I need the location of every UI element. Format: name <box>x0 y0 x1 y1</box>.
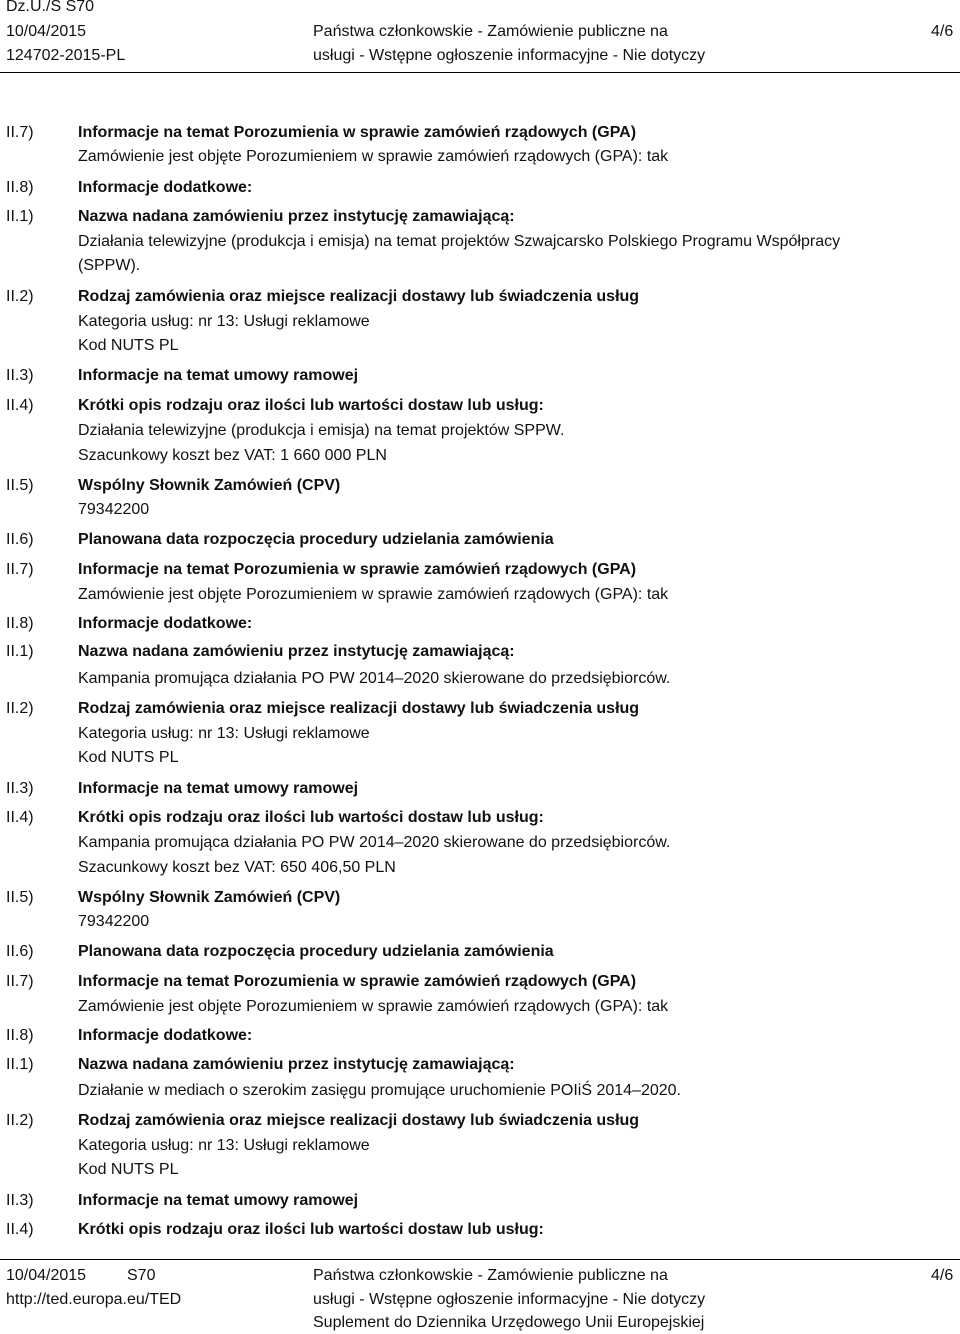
section-heading: Planowana data rozpoczęcia procedury udzielania zamówienia <box>78 943 554 960</box>
header-date: 10/04/2015 <box>6 23 87 40</box>
section-heading: Informacje na temat umowy ramowej <box>78 780 359 797</box>
section-heading: Rodzaj zamówienia oraz miejsce realizacji dostawy lub świadczenia usług <box>78 700 640 717</box>
section-heading: Krótki opis rodzaju oraz ilości lub wartości dostaw lub usług: <box>78 809 544 826</box>
header-title-line1: Państwa członkowskie - Zamówienie publiczne na <box>313 23 668 40</box>
section-number: II.2) <box>6 1112 34 1129</box>
section-number: II.5) <box>6 889 34 906</box>
section-number: II.3) <box>6 1192 34 1209</box>
section-heading: Nazwa nadana zamówieniu przez instytucję zamawiającą: <box>78 208 515 225</box>
section-number: II.4) <box>6 397 34 414</box>
section-number: II.1) <box>6 1056 34 1073</box>
section-heading: Nazwa nadana zamówieniu przez instytucję zamawiającą: <box>78 643 515 660</box>
section-heading: Krótki opis rodzaju oraz ilości lub wartości dostaw lub usług: <box>78 397 544 414</box>
service-category: Kategoria usług: nr 13: Usługi reklamowe <box>78 1137 370 1154</box>
lot-name: Działania telewizyjne (produkcja i emisja) na temat projektów Szwajcarsko Polskiego Programu Współpracy <box>78 233 841 250</box>
section-heading: Informacje dodatkowe: <box>78 179 253 196</box>
footer-title-line2: usługi - Wstępne ogłoszenie informacyjne - Nie dotyczy <box>313 1291 706 1308</box>
service-category: Kategoria usług: nr 13: Usługi reklamowe <box>78 313 370 330</box>
section-heading: Planowana data rozpoczęcia procedury udzielania zamówienia <box>78 531 554 548</box>
nuts-code: Kod NUTS PL <box>78 1161 179 1178</box>
section-heading: Krótki opis rodzaju oraz ilości lub wartości dostaw lub usług: <box>78 1221 544 1238</box>
section-text: Zamówienie jest objęte Porozumieniem w sprawie zamówień rządowych (GPA): tak <box>78 148 669 165</box>
section-number: II.3) <box>6 367 34 384</box>
section-number: II.8) <box>6 179 34 196</box>
section-number: II.7) <box>6 973 34 990</box>
nuts-code: Kod NUTS PL <box>78 337 179 354</box>
section-number: II.2) <box>6 700 34 717</box>
section-number: II.5) <box>6 477 34 494</box>
journal-code: Dz.U./S S70 <box>6 0 95 15</box>
section-number: II.8) <box>6 1027 34 1044</box>
section-number: II.8) <box>6 615 34 632</box>
footer-series: S70 <box>127 1267 156 1284</box>
section-text: Zamówienie jest objęte Porozumieniem w sprawie zamówień rządowych (GPA): tak <box>78 998 669 1015</box>
footer-url: http://ted.europa.eu/TED <box>6 1291 182 1308</box>
section-text: Zamówienie jest objęte Porozumieniem w sprawie zamówień rządowych (GPA): tak <box>78 586 669 603</box>
lot-name: (SPPW). <box>78 257 141 274</box>
section-heading: Informacje na temat Porozumienia w sprawie zamówień rządowych (GPA) <box>78 124 637 141</box>
section-number: II.3) <box>6 780 34 797</box>
section-number: II.4) <box>6 1221 34 1238</box>
section-number: II.7) <box>6 561 34 578</box>
estimated-cost: Szacunkowy koszt bez VAT: 650 406,50 PLN <box>78 859 396 876</box>
section-heading: Informacje na temat umowy ramowej <box>78 1192 359 1209</box>
notice-reference: 124702-2015-PL <box>6 47 126 64</box>
section-heading: Rodzaj zamówienia oraz miejsce realizacji dostawy lub świadczenia usług <box>78 1112 640 1129</box>
section-heading: Wspólny Słownik Zamówień (CPV) <box>78 889 341 906</box>
section-heading: Rodzaj zamówienia oraz miejsce realizacji dostawy lub świadczenia usług <box>78 288 640 305</box>
footer-divider <box>0 1259 960 1260</box>
section-heading: Informacje dodatkowe: <box>78 615 253 632</box>
section-heading: Informacje na temat Porozumienia w sprawie zamówień rządowych (GPA) <box>78 973 637 990</box>
cpv-code: 79342200 <box>78 913 150 930</box>
lot-name: Działanie w mediach o szerokim zasięgu promujące uruchomienie POIiŚ 2014–2020. <box>78 1082 681 1099</box>
header-page-number: 4/6 <box>931 23 954 40</box>
section-number: II.6) <box>6 943 34 960</box>
footer-title-line1: Państwa członkowskie - Zamówienie publiczne na <box>313 1267 668 1284</box>
estimated-cost: Szacunkowy koszt bez VAT: 1 660 000 PLN <box>78 447 387 464</box>
section-heading: Nazwa nadana zamówieniu przez instytucję zamawiającą: <box>78 1056 515 1073</box>
header-divider <box>0 72 960 73</box>
lot-name: Kampania promująca działania PO PW 2014–2020 skierowane do przedsiębiorców. <box>78 670 671 687</box>
section-number: II.6) <box>6 531 34 548</box>
section-number: II.1) <box>6 208 34 225</box>
lot-description: Kampania promująca działania PO PW 2014–2020 skierowane do przedsiębiorców. <box>78 834 671 851</box>
section-heading: Informacje na temat umowy ramowej <box>78 367 359 384</box>
footer-page-number: 4/6 <box>931 1267 954 1284</box>
header-title-line2: usługi - Wstępne ogłoszenie informacyjne - Nie dotyczy <box>313 47 706 64</box>
section-number: II.2) <box>6 288 34 305</box>
footer-title-line3: Suplement do Dziennika Urzędowego Unii Europejskiej <box>313 1314 705 1331</box>
section-heading: Informacje na temat Porozumienia w sprawie zamówień rządowych (GPA) <box>78 561 637 578</box>
cpv-code: 79342200 <box>78 501 150 518</box>
section-heading: Informacje dodatkowe: <box>78 1027 253 1044</box>
service-category: Kategoria usług: nr 13: Usługi reklamowe <box>78 725 370 742</box>
footer-date: 10/04/2015 <box>6 1267 87 1284</box>
lot-description: Działania telewizyjne (produkcja i emisja) na temat projektów SPPW. <box>78 422 565 439</box>
section-heading: Wspólny Słownik Zamówień (CPV) <box>78 477 341 494</box>
nuts-code: Kod NUTS PL <box>78 749 179 766</box>
section-number: II.4) <box>6 809 34 826</box>
section-number: II.1) <box>6 643 34 660</box>
section-number: II.7) <box>6 124 34 141</box>
